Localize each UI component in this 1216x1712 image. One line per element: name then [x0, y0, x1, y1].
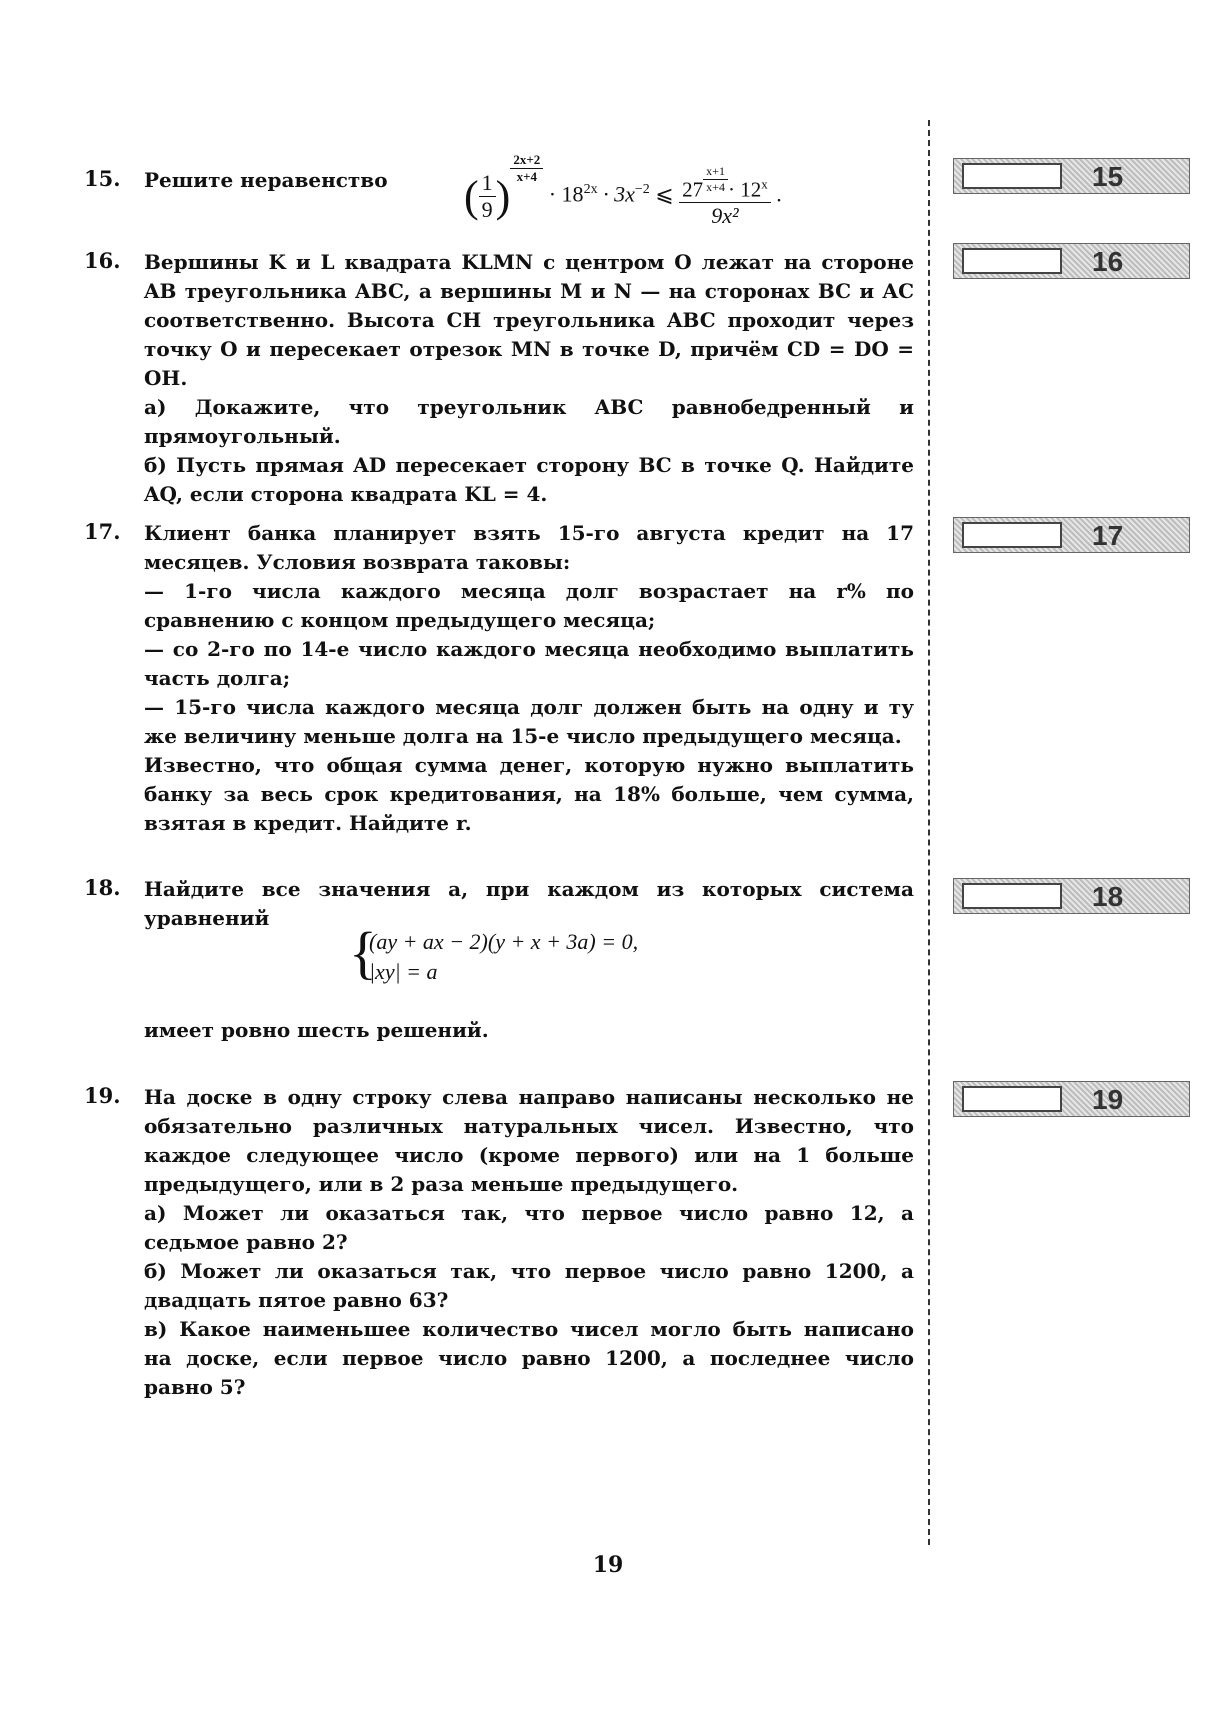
- answer-box-17[interactable]: 17: [953, 517, 1190, 553]
- inequality-formula: ( $\frac{1}{9}$ ) $^{\frac{2x+2}{x+4}}$ · $18^{2x} \cdot 3x^{-2}$ ⩽ 27 $^{\frac{x+1}{x+4}}$ · $12^x$ 9x² .: [464, 152, 782, 229]
- task-number: 16.: [84, 248, 121, 273]
- equation-system: { (ay + ax − 2)(y + x + 3a) = 0, |xy| = a: [349, 920, 639, 985]
- page-number: 19: [592, 1552, 624, 1578]
- cut-line: [928, 120, 930, 1545]
- task-text: Решите неравенство: [144, 168, 388, 192]
- answer-field[interactable]: [962, 522, 1062, 548]
- answer-field[interactable]: [962, 163, 1062, 189]
- task-text: Клиент банка планирует взять 15-го августа кредит на 17 месяцев. Условия возврата таковы: — 1-го числа каждого месяца долг возрастает на r% по сравнению с концом предыдущего месяца; — со 2-го по 14-е число каждого месяца необходимо выплатить часть долга; — 15-го числа каждого месяца долг должен быть на одну и ту же величину меньше долга на 15-е число предыдущего месяца. Известно, что общая сумма денег, которую нужно выплатить банку за весь срок кредитования, на 18% больше, чем сумма, взятая в кредит. Найдите r.: [144, 521, 914, 835]
- answer-box-15[interactable]: 15: [953, 158, 1190, 194]
- task-number: 18.: [84, 875, 121, 900]
- task-number: 19.: [84, 1083, 121, 1108]
- answer-field[interactable]: [962, 883, 1062, 909]
- answer-box-19[interactable]: 19: [953, 1081, 1190, 1117]
- answer-field[interactable]: [962, 1086, 1062, 1112]
- task-number: 15.: [84, 166, 121, 191]
- task-text: На доске в одну строку слева направо написаны несколько не обязательно различных натуральных чисел. Известно, что каждое следующее число (кроме первого) или на 1 больше предыдущего, или в 2 раза меньше предыдущего. а) Может ли оказаться так, что первое число равно 12, а седьмое равно 2? б) Может ли оказаться так, что первое число равно 1200, а двадцать пятое равно 63? в) Какое наименьшее количество чисел могло быть написано на доске, если первое число равно 1200, а последнее число равно 5?: [144, 1085, 914, 1399]
- answer-box-18[interactable]: 18: [953, 878, 1190, 914]
- answer-field[interactable]: [962, 248, 1062, 274]
- task-number: 17.: [84, 519, 121, 544]
- answer-box-16[interactable]: 16: [953, 243, 1190, 279]
- task-text: Вершины K и L квадрата KLMN с центром O лежат на стороне AB треугольника ABC, а вершины M и N — на сторонах BC и AC соответственно. Высота CH треугольника ABC проходит через точку O и пересекает отрезок MN в точке D, причём CD = DO = OH. а) Докажите, что треугольник ABC равнобедренный и прямоугольный. б) Пусть прямая AD пересекает сторону BC в точке Q. Найдите AQ, если сторона квадрата KL = 4.: [144, 250, 914, 506]
- exam-page: 15. Решите неравенство ( $\frac{1}{9}$ ) $^{\frac{2x+2}{x+4}}$ · $18^{2x} \cdot 3x^{-2}$ ⩽ 27 $^{\frac{x+1}{x+4}}$ · $12^x$ 9x² . 15 16. Вершины K и L квадрата KLMN с центром O лежат на стороне AB треугольника ABC, а вершины M и N — на сторонах BC и AC соответственно. Высота CH треугольника ABC проходит через точку O и пересекает отрезок MN в точке D, причём CD = DO = OH. а) Докажите, что треугольник ABC равнобедренный и прямоугольный. б) Пусть прямая AD пересекает сторону BC в точке Q. Найдите AQ, если сторона квадрата KL = 4. 16 17. Клиент банка планирует взять 15-го августа кредит на 17 месяцев. Условия возврата таковы: — 1-го числа каждого месяца долг возрастает на r% по сравнению с концом предыдущего месяца; — со 2-го по 14-е число каждого месяца необходимо выплатить часть долга; — 15-го числа каждого месяца долг должен быть на одну и ту же величину меньше долга на 15-е число предыдущего месяца. Известно, что общая сумма денег, которую нужно выплатить банку за весь срок кредитования, на 18% больше, чем сумма, взятая в кредит. Найдите r. 17 18. Найдите все значения a, при каждом из которых система уравнений { (ay + ax − 2)(y + x + 3a) = 0, |xy| = a имеет ровно шесть решений. 18 19. На доске в одну строку слева направо написаны несколько не обязательно различных натуральных чисел. Известно, что каждое следующее число (кроме первого) или на 1 больше предыдущего, или в 2 раза меньше предыдущего. а) Может ли оказаться так, что первое число равно 12, а седьмое равно 2? б) Может ли оказаться так, что первое число равно 1200, а двадцать пятое равно 63? в) Какое наименьшее количество чисел могло быть написано на доске, если первое число равно 1200, а последнее число равно 5? 19 19: [0, 0, 1216, 1712]
- task-text: Найдите все значения a, при каждом из которых система уравнений: [144, 877, 914, 930]
